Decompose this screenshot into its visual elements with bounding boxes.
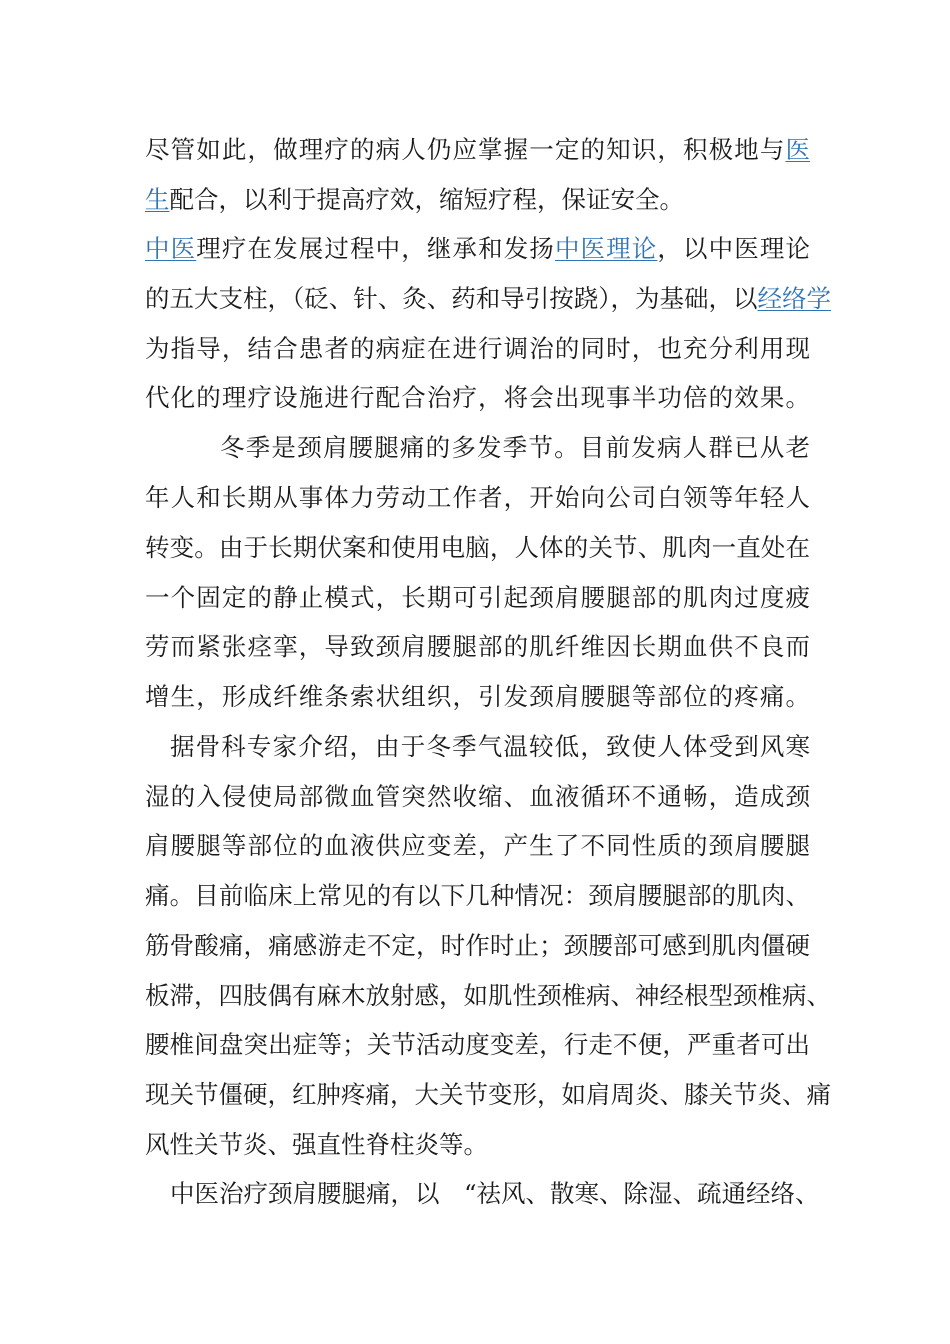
text-line xyxy=(220,428,810,468)
text-line xyxy=(145,180,810,220)
text-line xyxy=(145,1125,810,1165)
hyperlink[interactable]: 中医 xyxy=(145,234,197,263)
text-segment: 配合，以利于提高疗效，缩短疗程，保证安全。 xyxy=(169,185,684,214)
hyperlink[interactable]: 生 xyxy=(145,185,170,214)
text-segment: 一个固定的静止模式，长期可引起颈肩腰腿部的肌肉过度疲 xyxy=(145,583,810,612)
text-segment: 肩腰腿等部位的血液供应变差，产生了不同性质的颈肩腰腿 xyxy=(145,831,810,860)
text-line xyxy=(145,130,810,170)
text-line xyxy=(170,727,810,767)
text-segment: 为指导，结合患者的病症在进行调治的同时，也充分利用现 xyxy=(145,334,810,363)
text-line xyxy=(145,528,810,568)
text-line xyxy=(145,826,810,866)
text-segment: 据骨科专家介绍，由于冬季气温较低，致使人体受到风寒 xyxy=(170,732,810,761)
text-segment: 板滞，四肢偶有麻木放射感，如肌性颈椎病、神经根型颈椎病、 xyxy=(145,981,831,1010)
text-line xyxy=(145,229,810,269)
text-segment: 筋骨酸痛，痛感游走不定，时作时止；颈腰部可感到肌肉僵硬 xyxy=(145,931,810,960)
text-line xyxy=(145,976,831,1016)
text-segment: 湿的入侵使局部微血管突然收缩、血液循环不通畅，造成颈 xyxy=(145,782,810,811)
text-segment: 代化的理疗设施进行配合治疗，将会出现事半功倍的效果。 xyxy=(145,383,810,412)
text-line xyxy=(170,1174,820,1214)
text-segment: 尽管如此，做理疗的病人仍应掌握一定的知识，积极地与 xyxy=(145,135,786,164)
text-line xyxy=(145,329,810,369)
text-segment: 理疗在发展过程中，继承和发扬 xyxy=(196,234,555,263)
hyperlink[interactable]: 医 xyxy=(785,135,810,164)
text-segment: 风性关节炎、强直性脊柱炎等。 xyxy=(145,1130,488,1159)
text-segment: 冬季是颈肩腰腿痛的多发季节。目前发病人群已从老 xyxy=(220,433,810,462)
hyperlink[interactable]: 经络学 xyxy=(757,284,831,313)
text-line xyxy=(145,1075,831,1115)
text-segment: 增生，形成纤维条索状组织，引发颈肩腰腿等部位的疼痛。 xyxy=(145,682,810,711)
text-line xyxy=(145,478,810,518)
text-line xyxy=(145,777,810,817)
text-line xyxy=(145,578,810,618)
hyperlink[interactable]: 中医理论 xyxy=(554,234,658,263)
text-line xyxy=(145,926,810,966)
text-segment: 中医治疗颈肩腰腿痛，以 “祛风、散寒、除湿、疏通经络、 xyxy=(170,1179,820,1208)
text-segment: 劳而紧张痉挛，导致颈肩腰腿部的肌纤维因长期血供不良而 xyxy=(145,632,810,661)
text-segment: 现关节僵硬，红肿疼痛，大关节变形，如肩周炎、膝关节炎、痛 xyxy=(145,1080,831,1109)
text-line xyxy=(145,279,831,319)
text-segment: 年人和长期从事体力劳动工作者，开始向公司白领等年轻人 xyxy=(145,483,810,512)
text-segment: 痛。目前临床上常见的有以下几种情况：颈肩腰腿部的肌肉、 xyxy=(145,881,810,910)
text-line xyxy=(145,1025,810,1065)
text-line xyxy=(145,876,810,916)
text-segment: 转变。由于长期伏案和使用电脑，人体的关节、肌肉一直处在 xyxy=(145,533,810,562)
text-segment: 腰椎间盘突出症等；关节活动度变差，行走不便，严重者可出 xyxy=(145,1030,810,1059)
text-line xyxy=(145,677,810,717)
text-line xyxy=(145,627,810,667)
text-segment: ，以中医理论 xyxy=(657,234,811,263)
text-segment: 的五大支柱，（砭、针、灸、药和导引按跷），为基础，以 xyxy=(145,284,758,313)
text-line xyxy=(145,378,810,418)
